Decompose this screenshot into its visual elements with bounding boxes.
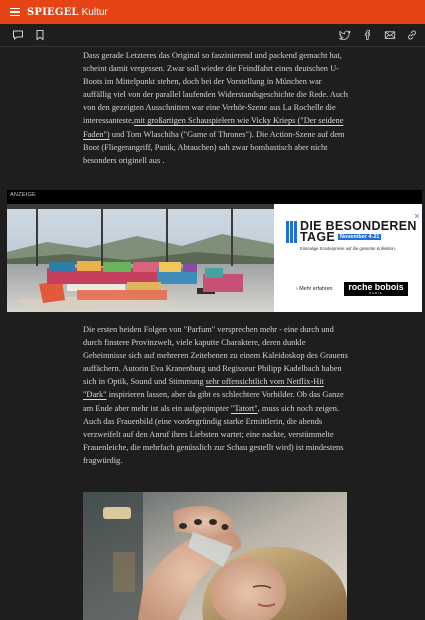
article-image[interactable] (83, 492, 347, 620)
facebook-icon[interactable] (362, 29, 374, 41)
comment-icon[interactable] (12, 29, 24, 41)
article-paragraph: Dass gerade Letzteres das Original so faszinierend und packend gemacht hat, scheint damit vergessen. Zwar soll wieder die Feindfahrt eines deutschen U-Boots im Mittelpunkt stehen, doch bei der Vorstellung in München war auffällig viel von der parallel laufenden Widerstandsgeschichte die Rede. Auch von den gezeigten Ausschnitten war eine Verhör-Szene aus La Rochelle die interessanteste,mit großartigen Schauspielern wie Vicky Krieps ("Der seidene Faden") und Tom Wlaschiha ("Game of Thrones"). Die Action-Szene auf dem Boot (Fliegerangriff, Panik, Abtauchen) sah zwar bombastisch aber nicht besonders originell aus . (83, 51, 348, 165)
ad-brand-mark (286, 221, 296, 243)
inline-link[interactable]: sehr offensichtlich vom Netflix-Hit "Dark" (83, 377, 324, 400)
ad-date-tag: November 4-21 (340, 234, 380, 241)
link-icon[interactable] (406, 29, 418, 41)
ad-image[interactable] (7, 204, 274, 312)
roche-bobois-logo[interactable]: roche bobois PARIS (344, 282, 408, 296)
inline-link[interactable]: mit großartigen Schauspielern wie Vicky Krieps ("Der seidene Faden") (83, 116, 344, 139)
ad-panel[interactable] (274, 204, 422, 312)
article-toolbar (0, 24, 425, 46)
ad-headline: DIE BESONDEREN TAGE November 4-21 (300, 219, 417, 244)
ad-close-icon[interactable] (414, 206, 420, 212)
mail-icon[interactable] (384, 29, 396, 41)
spiegel-logo[interactable]: SPIEGEL (27, 6, 79, 18)
ad-more-link[interactable]: › Mehr erfahren (296, 286, 333, 292)
ad-label: ANZEIGE (10, 192, 36, 198)
advertisement[interactable] (7, 190, 422, 312)
section-label[interactable]: Kultur (81, 6, 108, 18)
ad-subtitle: Einmalige Sonderpreise auf die gesamte Kollektion. (300, 246, 396, 251)
twitter-icon[interactable] (339, 29, 351, 41)
bookmark-icon[interactable] (34, 29, 46, 41)
article-paragraph: Die ersten beiden Folgen von "Parfum" versprechen mehr - eine durch und durch finstere Provinzwelt, viele kaputte Charaktere, deren dunkle Geheimnisse sich auf mehreren Zeitebenen zu einem Kaleidoskop des Grauens auffächern. Autorin Eva Kranenburg und Regisseur Philipp Kadelbach haben sich in Optik, Sound und Stimmung sehr offensichtlich vom Netflix-Hit "Dark" inspirieren lassen, aber da gibt es schlechtere Vorbilder. Ob das Ganze am Ende aber mehr ist als ein aufgepimpter "Tatort", muss sich noch zeigen. Auch das Frauenbild (eine vordergründig starke Ermittlerin, die abends verzweifelt auf den Anruf ihres Liebsten wartet; eine nackte, verstümmelte Frauenleiche, die mehrfach genüsslich zur Schau gestellt wird) ist mindestens fragwürdig. (83, 325, 348, 465)
inline-link[interactable]: "Tatort" (230, 403, 258, 413)
site-header (0, 0, 425, 24)
hamburger-icon[interactable] (10, 8, 20, 17)
toolbar-divider (0, 46, 425, 47)
